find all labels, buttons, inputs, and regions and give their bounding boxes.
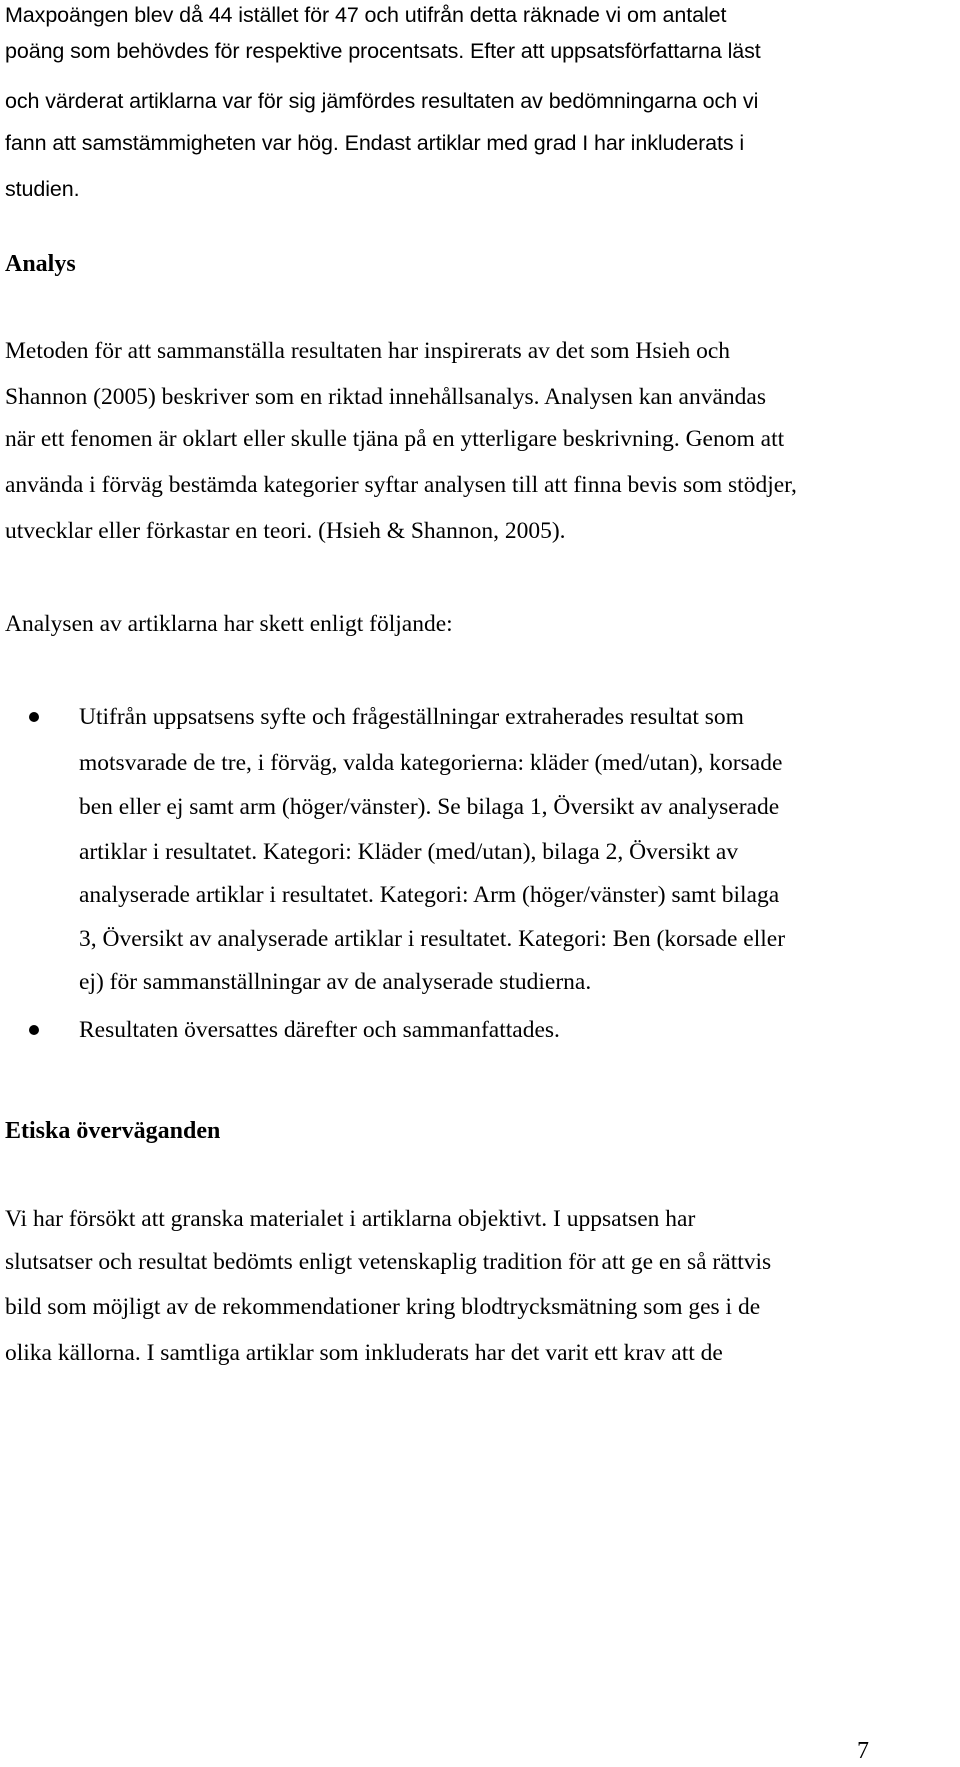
- etiska-line: bild som möjligt av de rekommendationer kring blodtrycksmätning som ges i de: [5, 1294, 761, 1320]
- analys-line: när ett fenomen är oklart eller skulle tjäna på en ytterligare beskrivning. Genom att: [5, 426, 785, 452]
- intro-line: poäng som behövdes för respektive procentsats. Efter att uppsatsförfattarna läst: [5, 39, 761, 63]
- bullet-line: Resultaten översattes därefter och sammanfattades.: [79, 1017, 560, 1043]
- bullet-icon: [29, 712, 39, 722]
- bullet-line: ben eller ej samt arm (höger/vänster). Se bilaga 1, Översikt av analyserade: [79, 794, 780, 820]
- analys-line: Metoden för att sammanställa resultaten har inspirerats av det som Hsieh och: [5, 338, 731, 364]
- analys-line: använda i förväg bestämda kategorier syftar analysen till att finna bevis som stödjer,: [5, 472, 797, 498]
- etiska-line: slutsatser och resultat bedömts enligt vetenskaplig tradition för att ge en så rättvis: [5, 1249, 772, 1275]
- list-intro: Analysen av artiklarna har skett enligt följande:: [5, 611, 453, 637]
- bullet-line: artiklar i resultatet. Kategori: Kläder (med/utan), bilaga 2, Översikt av: [79, 839, 739, 865]
- intro-line: fann att samstämmigheten var hög. Endast artiklar med grad I har inkluderats i: [5, 131, 745, 155]
- bullet-line: Utifrån uppsatsens syfte och frågeställningar extraherades resultat som: [79, 704, 744, 730]
- etiska-line: Vi har försökt att granska materialet i artiklarna objektivt. I uppsatsen har: [5, 1206, 696, 1232]
- bullet-line: motsvarade de tre, i förväg, valda kategorierna: kläder (med/utan), korsade: [79, 750, 783, 776]
- page-number: 7: [857, 1738, 869, 1764]
- bullet-line: analyserade artiklar i resultatet. Kategori: Arm (höger/vänster) samt bilaga: [79, 882, 780, 908]
- intro-line: Maxpoängen blev då 44 istället för 47 och utifrån detta räknade vi om antalet: [5, 3, 727, 27]
- analys-line: Shannon (2005) beskriver som en riktad innehållsanalys. Analysen kan användas: [5, 384, 766, 410]
- bullet-line: 3, Översikt av analyserade artiklar i resultatet. Kategori: Ben (korsade eller: [79, 926, 786, 952]
- section-heading-etiska: Etiska överväganden: [5, 1118, 221, 1144]
- section-heading-analys: Analys: [5, 251, 76, 277]
- analys-line: utvecklar eller förkastar en teori. (Hsieh & Shannon, 2005).: [5, 518, 566, 544]
- intro-line: och värderat artiklarna var för sig jämfördes resultaten av bedömningarna och vi: [5, 89, 759, 113]
- intro-line: studien.: [5, 177, 80, 201]
- etiska-line: olika källorna. I samtliga artiklar som inkluderats har det varit ett krav att de: [5, 1340, 723, 1366]
- bullet-icon: [29, 1025, 39, 1035]
- bullet-line: ej) för sammanställningar av de analyserade studierna.: [79, 969, 592, 995]
